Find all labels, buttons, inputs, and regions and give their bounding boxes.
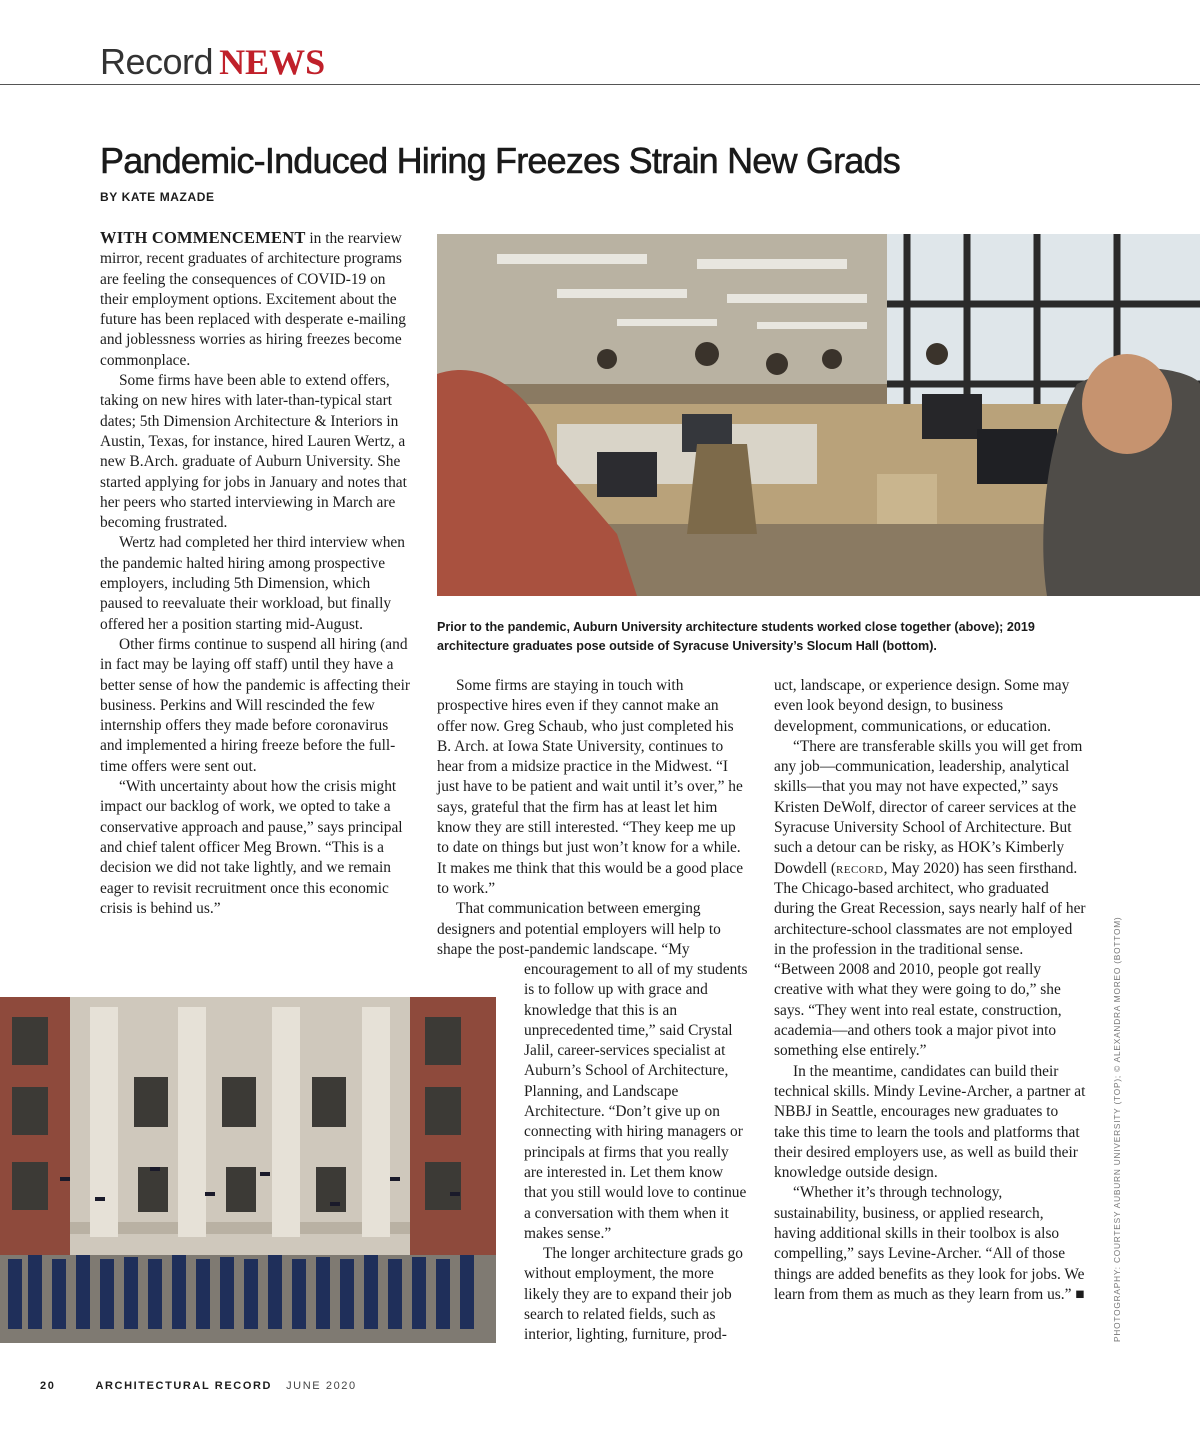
studio-photo — [437, 234, 1200, 596]
page-number: 20 — [40, 1380, 56, 1392]
section-label-news: NEWS — [219, 42, 326, 82]
column-2-narrow — [524, 960, 749, 1346]
paragraph-8: The longer architecture grads go without employment, the more likely they are to expand their job search to related fields, such as interior, lighting, furniture, prod- — [524, 1245, 743, 1344]
paragraph-2: Some firms have been able to extend offers, taking on new hires with later-than-typical start dates; 5th Dimension Architecture & Interiors in Austin, Texas, for instance, hired Lauren Wertz, a new B.Arch. graduate of Auburn University. She started applying for jobs in January and notes that her peers who started interviewing in March are becoming frustrated. — [100, 372, 407, 532]
paragraph-4: Other firms continue to suspend all hiring (and in fact may be laying off staff) until they have a better sense of how the pandemic is affecting their business. Perkins and Will rescinded the few internship offers they made before coronavirus and implemented a hiring freeze before the full-time offers were sent out. — [100, 635, 410, 775]
paragraph-9: “There are transferable skills you will get from any job—communication, leadership, analytical skills—that you may not have expected,” says Kristen DeWolf, director of career services at the Syracuse University School of Architecture. But such a detour can be risky, as HOK’s Kimberly Dowdell (record, May 2020) has seen firsthand. The Chicago-based architect, who graduated during the Great Recession, says nearly half of her architecture-school classmates are not employed in the profession in the traditional sense. “Between 2008 and 2010, people got really creative with what they were going to do,” she says. “They went into real estate, construction, academia—and others took a major pivot into something else entirely.” — [774, 737, 1086, 1060]
column-3 — [774, 676, 1086, 1305]
paragraph-7: That communication between emerging designers and potential employers will help to shape the post-pandemic landscape. “My — [437, 900, 721, 958]
end-mark: ■ — [1071, 1285, 1085, 1303]
paragraph-3: Wertz had completed her third interview when the pandemic halted hiring among prospective employers, including 5th Dimension, which paused to reevaluate their workload, but finally offered her a position starting mid-August. — [100, 534, 405, 633]
section-header — [100, 42, 325, 82]
paragraph-11: “Whether it’s through technology, sustainability, business, or applied research, having additional skills in their toolbox is also compelling,” says Levine-Archer. “All of those things are added benefits as they look for jobs. We learn from them as much as they learn from us.” ■ — [774, 1184, 1085, 1303]
article-headline: Pandemic-Induced Hiring Freezes Strain New Grads — [100, 140, 900, 181]
paragraph-6: Some firms are staying in touch with prospective hires even if they cannot make an offer now. Greg Schaub, who just completed his B. Arch. at Iowa State University, continues to hear from a midsize practice in the Midwest. “I just have to be patient and wait until it’s over,” he says, grateful that the firm has at least let him know they are still interested. “They keep me up to date on things but just won’t know for a while. It makes me think that this would be a good place to work.” — [437, 677, 744, 897]
issue-date: JUNE 2020 — [286, 1380, 357, 1392]
photo-caption: Prior to the pandemic, Auburn University architecture students worked close together (above); 2019 architecture graduates pose outside of Syracuse University’s Slocum Hall (bottom). — [437, 620, 1035, 653]
photo-credit: PHOTOGRAPHY: COURTESY AUBURN UNIVERSITY (TOP); © ALEXANDRA MOREO (BOTTOM) — [1112, 916, 1122, 1342]
paragraph-10: In the meantime, candidates can build their technical skills. Mindy Levine-Archer, a partner at NBBJ in Seattle, encourages new graduates to take this time to learn the tools and platforms that their desired employers use, as well as build their knowledge outside design. — [774, 1062, 1086, 1182]
record-smallcaps: record — [835, 859, 884, 877]
paragraph-8-continued: uct, landscape, or experience design. Some may even look beyond design, to business development, communications, or education. — [774, 677, 1070, 735]
section-label: Record — [100, 41, 214, 82]
column-1 — [100, 228, 412, 919]
paragraph-7-continued: encouragement to all of my students is to follow up with grace and knowledge that this is an unprecedented time,” said Crystal Jalil, career-services specialist at Auburn’s School of Architecture, Planning, and Landscape Architecture. “Don’t give up on connecting with hiring managers or principals at firms that you really are interested in. Let them know that you still would love to continue a conversation with them when it makes sense.” — [524, 961, 748, 1242]
header-rule — [0, 84, 1200, 85]
lead-in: WITH COMMENCEMENT — [100, 228, 306, 247]
paragraph-1: WITH COMMENCEMENT in the rearview mirror, recent graduates of architecture programs are feeling the consequences of COVID-19 on their employment options. Excitement about the future has been replaced with desperate e-mailing and joblessness worries as hiring freezes become commonplace. — [100, 228, 406, 369]
column-2 — [437, 676, 749, 960]
graduates-photo — [0, 997, 496, 1343]
byline: BY KATE MAZADE — [100, 190, 215, 204]
publication-name: ARCHITECTURAL RECORD — [95, 1380, 273, 1392]
page-footer — [40, 1380, 357, 1392]
paragraph-5: “With uncertainty about how the crisis might impact our backlog of work, we opted to take a conservative approach and pause,” says principal and chief talent officer Meg Brown. “This is a decision we did not take lightly, and we remain eager to revisit recruitment once this economic crisis is behind us.” — [100, 778, 403, 917]
